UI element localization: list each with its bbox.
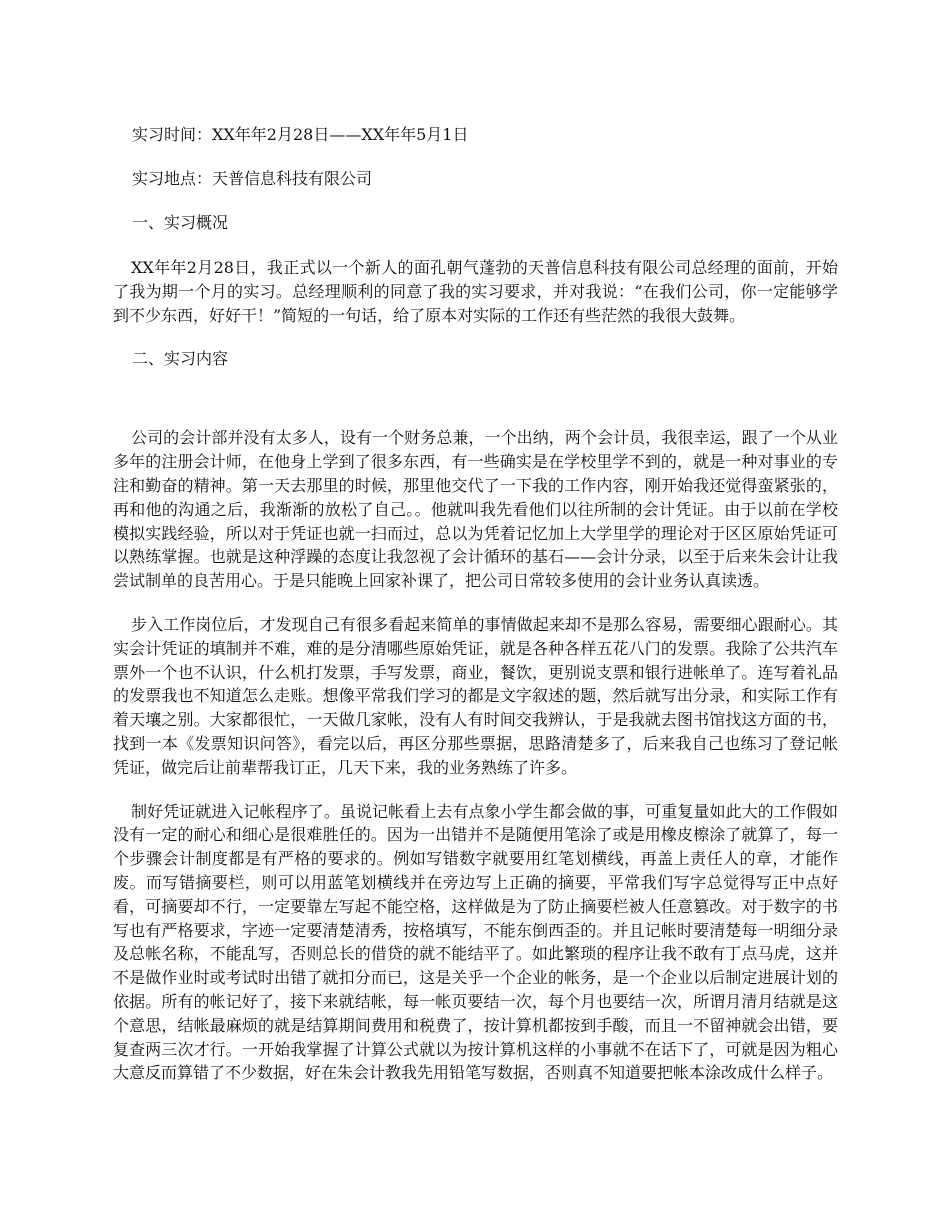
content-paragraph-1: 公司的会计部并没有太多人，设有一个财务总兼，一个出纳，两个会计员，我很幸运，跟了一个从业多年的注册会计师，在他身上学到了很多东西，有一些确实是在学校里学不到的，就是一种对事业的专注和勤奋的精神。第一天去那里的时候，那里他交代了一下我的工作内容，刚开始我还觉得蛮紧张的，再和他的沟通之后，我渐渐的放松了自己。。他就叫我先看他们以往所制的会计凭证。由于以前在学校模拟实践经验，所以对于凭证也就一扫而过，总以为凭着记忆加上大学里学的理论对于区区原始凭证可以熟练掌握。也就是这种浮躁的态度让我忽视了会计循环的基石——会计分录，以至于后来朱会计让我尝试制单的良苦用心。于是只能晚上回家补课了，把公司日常较多使用的会计业务认真读透。 — [113, 428, 838, 591]
section-heading-content: 二、实习内容 — [132, 349, 229, 369]
overview-paragraph: XX年年2月28日，我正式以一个新人的面孔朝气蓬勃的天普信息科技有限公司总经理的面前，开始了我为期一个月的实习。总经理顺利的同意了我的实习要求，并对我说：“在我们公司，你一定能够学到不少东西，好好干！”简短的一句话，给了原本对实际的工作还有些茫然的我很大鼓舞。 — [113, 258, 838, 325]
content-paragraph-2: 步入工作岗位后，才发现自己有很多看起来简单的事情做起来却不是那么容易，需要细心跟耐心。其实会计凭证的填制并不难，难的是分清哪些原始凭证，就是各种各样五花八门的发票。我除了公共汽车票外一个也不认识，什么机打发票，手写发票，商业，餐饮，更别说支票和银行进帐单了。连写着礼品的发票我也不知道怎么走账。想像平常我们学习的都是文字叙述的题，然后就写出分录，和实际工作有着天壤之别。大家都很忙，一天做几家帐，没有人有时间交我辨认，于是我就去图书馆找这方面的书，找到一本《发票知识问答》，看完以后，再区分那些票据，思路清楚多了，后来我自己也练习了登记帐凭证，做完后让前辈帮我订正，几天下来，我的业务熟练了许多。 — [113, 614, 838, 777]
internship-time: 实习时间：XX年年2月28日——XX年年5月1日 — [132, 125, 469, 144]
section-heading-overview: 一、实习概况 — [132, 213, 229, 232]
internship-place: 实习地点：天普信息科技有限公司 — [132, 169, 373, 188]
document-page — [113, 124, 838, 1085]
content-paragraph-3: 制好凭证就进入记帐程序了。虽说记帐看上去有点象小学生都会做的事，可重复量如此大的工作假如没有一定的耐心和细心是很难胜任的。因为一出错并不是随便用笔涂了或是用橡皮檫涂了就算了，每一个步骤会计制度都是有严格的要求的。例如写错数字就要用红笔划横线，再盖上责任人的章，才能作废。而写错摘要栏，则可以用蓝笔划横线并在旁边写上正确的摘要，平常我们写字总觉得写正中点好看，可摘要却不行，一定要靠左写起不能空格，这样做是为了防止摘要栏被人任意篡改。对于数字的书写也有严格要求，字迹一定要清楚清秀，按格填写，不能东倒西歪的。并且记帐时要清楚每一明细分录及总帐名称，不能乱写，否则总长的借贷的就不能结平了。如此繁琐的程序让我不敢有丁点马虎，这并不是做作业时或考试时出错了就扣分而已，这是关乎一个企业的帐务，是一个企业以后制定进展计划的依据。所有的帐记好了，接下来就结帐，每一帐页要结一次，每个月也要结一次，所谓月清月结就是这个意思，结帐最麻烦的就是结算期间费用和税费了，按计算机都按到手酸，而且一不留神就会出错，要复查两三次才行。一开始我掌握了计算公式就以为按计算机这样的小事就不在话下了，可就是因为粗心大意反而算错了不少数据，好在朱会计教我先用铅笔写数据，否则真不知道要把帐本涂改成什么样子。 — [113, 801, 838, 1083]
